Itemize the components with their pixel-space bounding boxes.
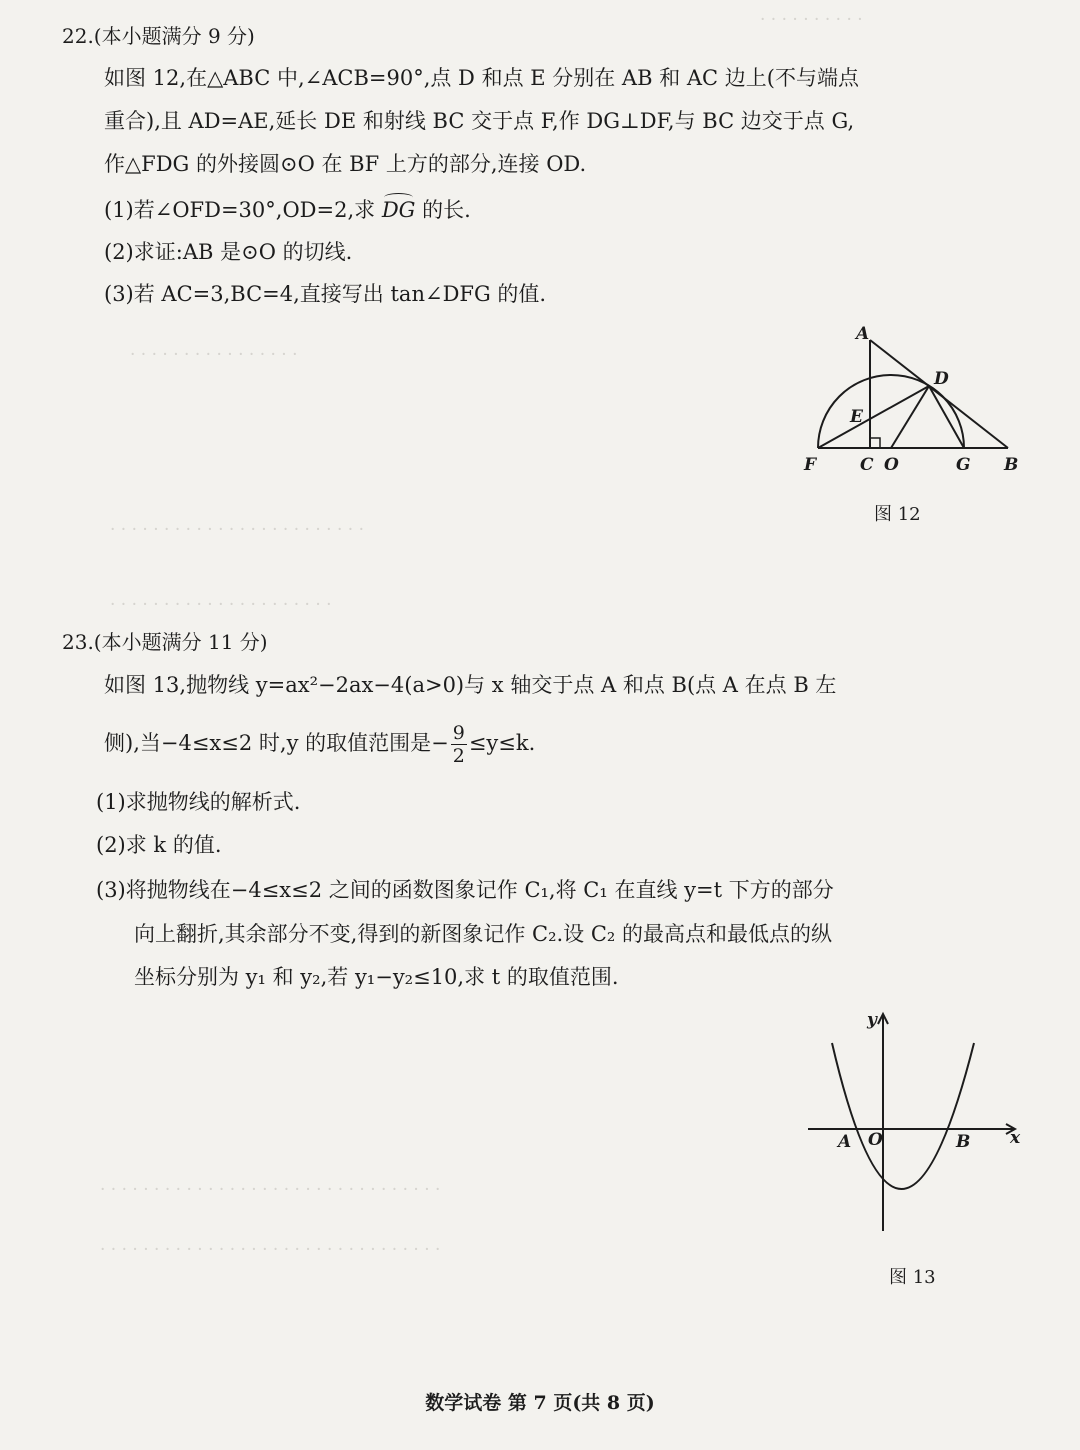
fraction-nine-halves bbox=[451, 722, 467, 767]
label-o: O bbox=[884, 455, 899, 475]
q23-part2: (2)求 k 的值. bbox=[96, 833, 222, 857]
figure-12-caption: 图 12 bbox=[874, 504, 921, 525]
ghost-text: · · · · · · · · · · · · · · · · bbox=[130, 345, 298, 365]
ghost-text: · · · · · · · · · · · · · · · · · · · · · bbox=[110, 595, 332, 615]
q22-header: 22.(本小题满分 9 分) bbox=[62, 24, 255, 48]
figure-12 bbox=[790, 320, 1040, 480]
fraction-numerator: 9 bbox=[452, 722, 465, 744]
q22-part1-tail: 的长. bbox=[415, 198, 471, 222]
q22-part3: (3)若 AC=3,BC=4,直接写出 tan∠DFG 的值. bbox=[104, 282, 547, 306]
label-o: O bbox=[868, 1130, 883, 1150]
q22-part2: (2)求证:AB 是⊙O 的切线. bbox=[104, 240, 353, 264]
ghost-text: · · · · · · · · · · · · · · · · · · · · · · · · · · · · · · · · bbox=[100, 1240, 441, 1260]
q23-part1: (1)求抛物线的解析式. bbox=[96, 790, 301, 814]
q23-header: 23.(本小题满分 11 分) bbox=[62, 630, 268, 654]
ghost-text: · · · · · · · · · · bbox=[760, 10, 863, 30]
q22-stem-line: 重合),且 AD=AE,延长 DE 和射线 BC 交于点 F,作 DG⊥DF,与 BC 边交于点 G, bbox=[104, 109, 855, 133]
q23-stem-text: 侧),当−4≤x≤2 时,y 的取值范围是− bbox=[104, 731, 449, 755]
q22-stem-line: 如图 12,在△ABC 中,∠ACB=90°,点 D 和点 E 分别在 AB 和 AC 边上(不与端点 bbox=[104, 66, 859, 90]
q23-part3-line: (3)将抛物线在−4≤x≤2 之间的函数图象记作 C₁,将 C₁ 在直线 y=t 下方的部分 bbox=[96, 878, 834, 902]
label-e: E bbox=[850, 407, 863, 427]
arc-dg: DG bbox=[381, 198, 416, 222]
label-x: x bbox=[1010, 1128, 1021, 1148]
label-g: G bbox=[956, 455, 971, 475]
q23-part3-line: 坐标分别为 y₁ 和 y₂,若 y₁−y₂≤10,求 t 的取值范围. bbox=[134, 965, 619, 989]
q22-stem-line: 作△FDG 的外接圆⊙O 在 BF 上方的部分,连接 OD. bbox=[104, 152, 587, 176]
right-angle-mark bbox=[870, 438, 880, 448]
page-footer: 数学试卷 第 7 页(共 8 页) bbox=[425, 1392, 655, 1414]
label-y: y bbox=[867, 1010, 877, 1030]
q23-stem-line bbox=[104, 722, 535, 767]
q23-stem-tail: ≤y≤k. bbox=[468, 731, 536, 755]
label-b: B bbox=[956, 1132, 971, 1152]
label-c: C bbox=[860, 455, 874, 475]
q22-part1-text: (1)若∠OFD=30°,OD=2,求 bbox=[104, 198, 382, 222]
ghost-text: · · · · · · · · · · · · · · · · · · · · · · · · bbox=[110, 520, 364, 540]
q22-part1 bbox=[104, 196, 471, 224]
figure-13-caption: 图 13 bbox=[889, 1267, 936, 1288]
figure-13 bbox=[800, 1005, 1030, 1240]
label-a: A bbox=[856, 324, 870, 344]
label-d: D bbox=[934, 369, 949, 389]
segment-dg bbox=[929, 386, 964, 448]
label-a: A bbox=[838, 1132, 852, 1152]
fraction-denominator: 2 bbox=[452, 745, 465, 767]
label-b: B bbox=[1004, 455, 1019, 475]
parabola-curve bbox=[832, 1043, 974, 1189]
segment-ab bbox=[870, 340, 1008, 448]
q23-part3-line: 向上翻折,其余部分不变,得到的新图象记作 C₂.设 C₂ 的最高点和最低点的纵 bbox=[134, 922, 833, 946]
segment-od bbox=[891, 386, 929, 448]
q23-stem-line: 如图 13,抛物线 y=ax²−2ax−4(a>0)与 x 轴交于点 A 和点 B(点 A 在点 B 左 bbox=[104, 673, 837, 697]
ghost-text: · · · · · · · · · · · · · · · · · · · · · · · · · · · · · · · · bbox=[100, 1180, 441, 1200]
label-f: F bbox=[804, 455, 817, 475]
